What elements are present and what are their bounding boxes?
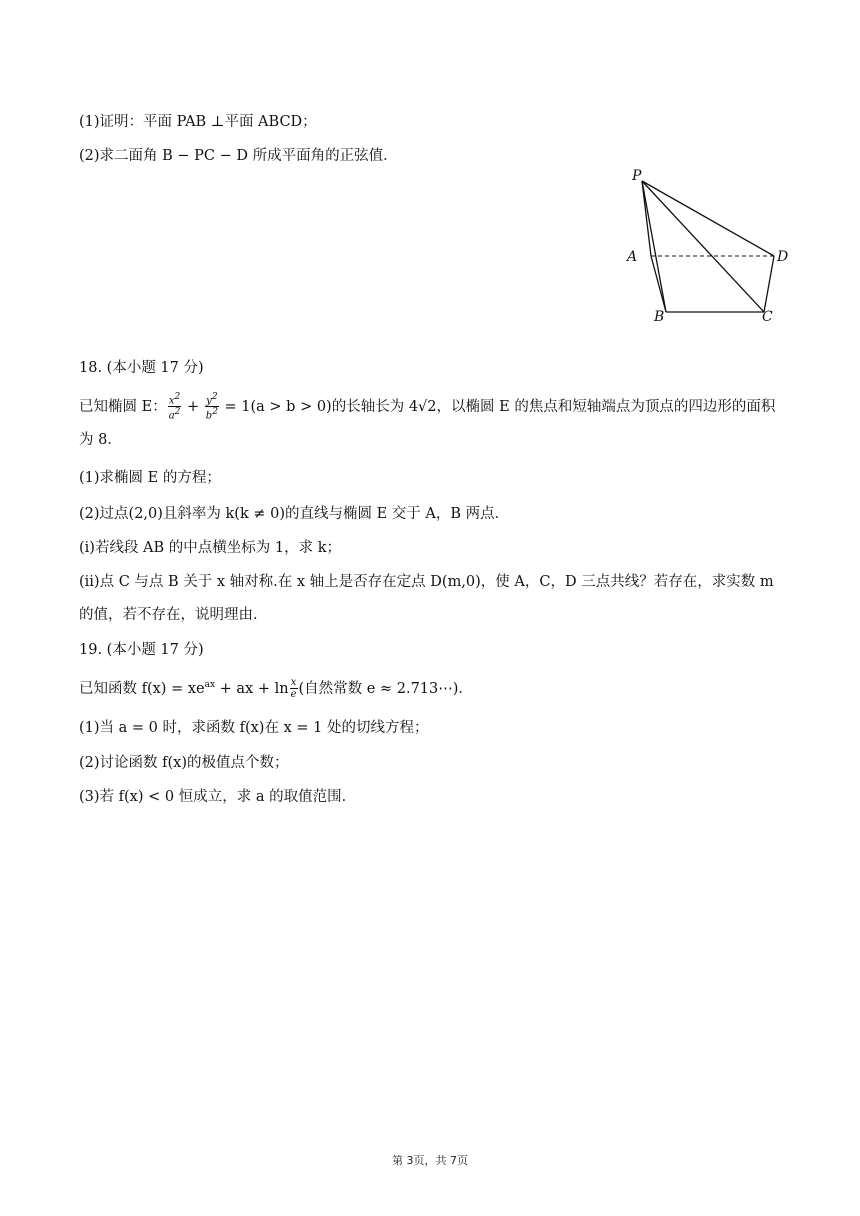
label-A: A [627,249,638,265]
frac-x2-a2: $\frac{x^2}{a^2}$ [168,392,181,422]
label-D: D [777,249,789,265]
q18-stem: 已知椭圆 E： $\frac{x^2}{a^2}$ + $\frac{y^2}{b^2}$ = 1(a > b > 0)的长轴长为 4√2，以椭圆 E 的焦点和短轴端点为顶点的四边形的面积 [79,392,776,422]
q18-stem-b: = 1(a > b > 0)的长轴长为 4√2，以椭圆 E 的焦点和短轴端点为顶点的四边形的面积 [219,398,776,415]
q18-part2i: (ⅰ)若线段 AB 的中点横坐标为 1，求 k； [79,540,342,556]
q19-heading: 19. (本小题 17 分) [79,642,204,658]
q17-part1: (1)证明：平面 PAB ⊥平面 ABCD； [79,114,317,130]
q19-part3: (3)若 f(x) < 0 恒成立，求 a 的取值范围． [79,789,357,805]
pyramid-figure [620,164,800,329]
q18-part2ii-b: 的值，若不存在，说明理由． [79,607,268,623]
q18-part2ii-a: (ⅱ)点 C 与点 B 关于 x 轴对称.在 x 轴上是否存在定点 D(m,0)，使 A，C，D 三点共线？若存在，求实数 m [79,574,774,590]
q18-heading: 18. (本小题 17 分) [79,360,204,376]
q19-part2: (2)讨论函数 f(x)的极值点个数； [79,755,289,771]
q19-stem-a: 已知函数 f(x) = xe [79,680,205,697]
q19-stem-exp: ax [204,680,216,690]
q19-stem [79,675,473,700]
q18-stem-a: 已知椭圆 E： [79,398,167,415]
q18-part1: (1)求椭圆 E 的方程； [79,470,221,486]
label-C: C [762,309,773,325]
frac-y2-b2: $\frac{y^2}{b^2}$ [205,392,218,422]
q19-part1: (1)当 a = 0 时，求函数 f(x)在 x = 1 处的切线方程； [79,720,429,736]
frac-x-e: $\frac{x}{e}$ [290,677,297,701]
label-B: B [654,309,665,325]
page-footer: 第 3页，共 7页 [392,1154,468,1167]
q18-part2: (2)过点(2,0)且斜率为 k(k ≠ 0)的直线与椭圆 E 交于 A，B 两点． [79,506,510,522]
q18-stem-c: 为 8． [79,432,122,448]
q17-part2: (2)求二面角 B − PC − D 所成平面角的正弦值． [79,148,398,164]
q19-stem-c: (自然常数 e ≈ 2.713⋯)． [298,680,473,697]
q19-stem-b: + ax + ln [215,680,289,697]
label-P: P [632,168,642,184]
